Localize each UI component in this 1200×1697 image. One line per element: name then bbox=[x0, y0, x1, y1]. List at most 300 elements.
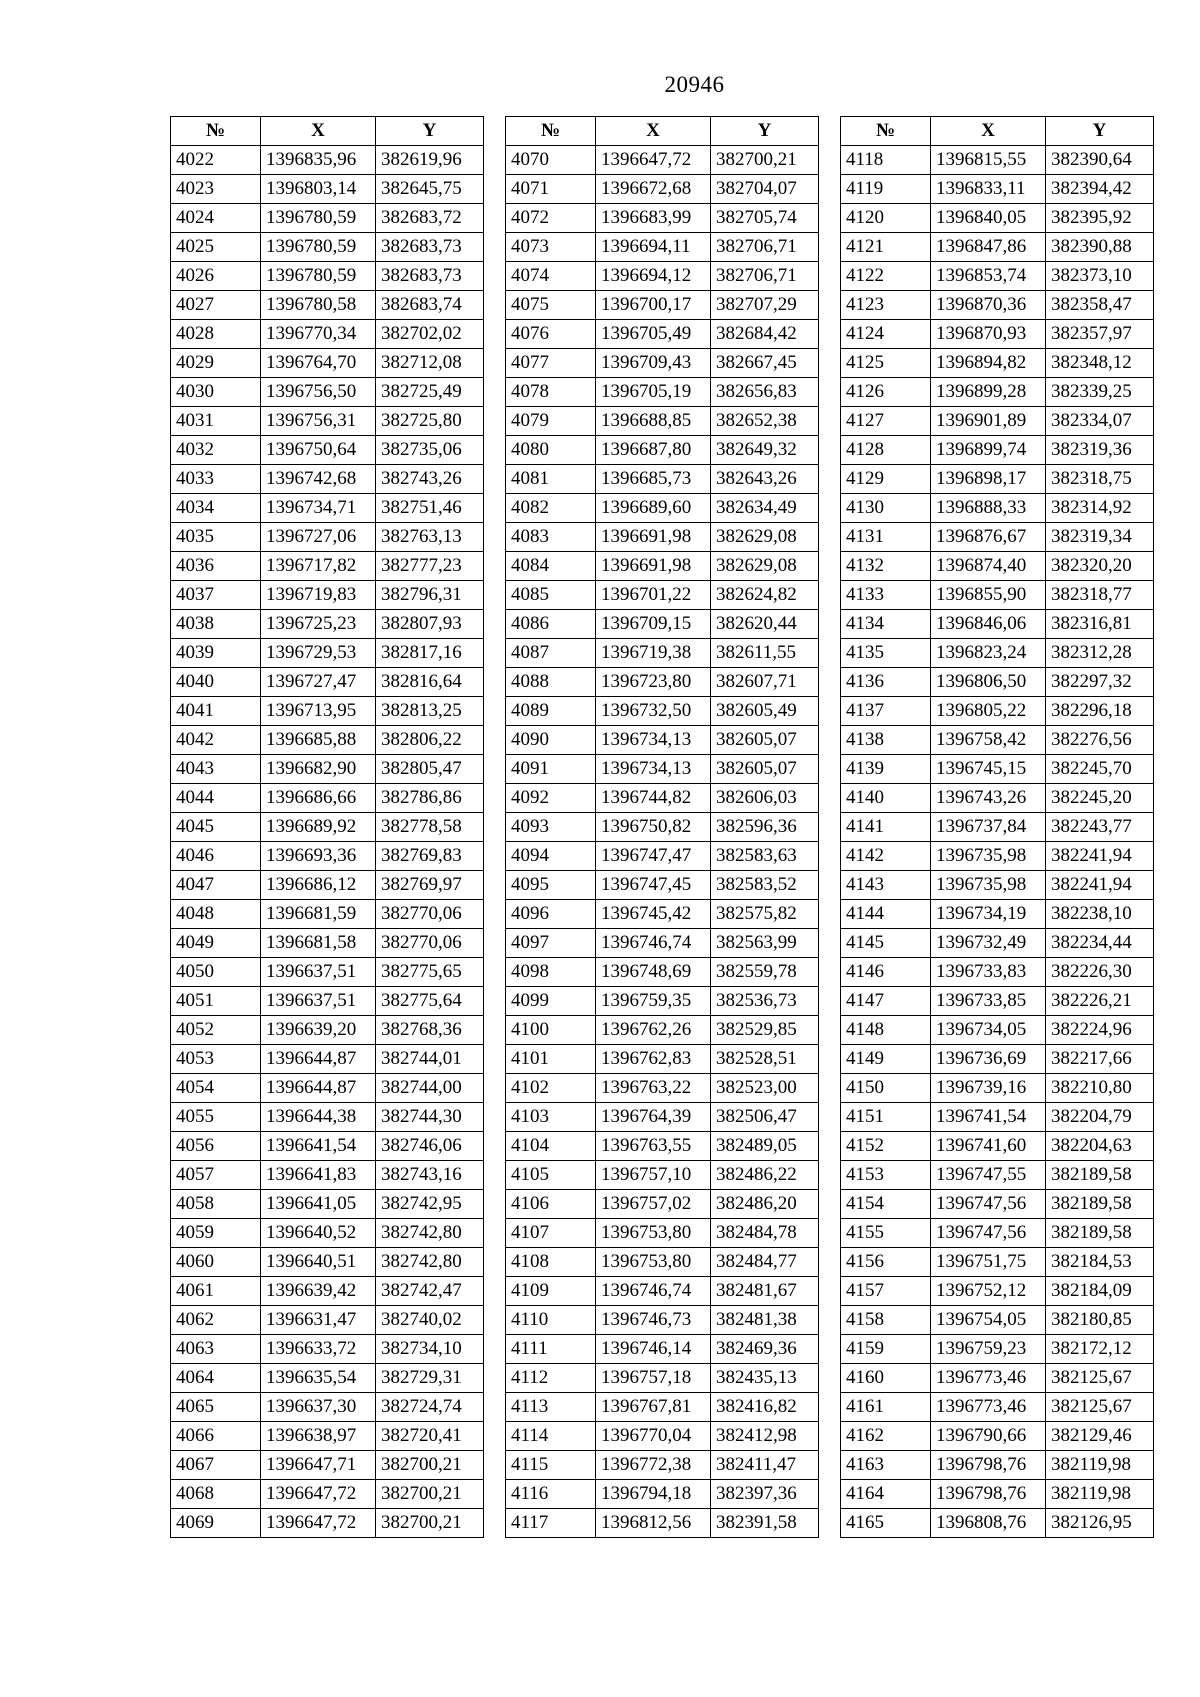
table-row bbox=[506, 1509, 819, 1538]
x-coordinate-cell: 1396870,36 bbox=[931, 291, 1046, 320]
table-row bbox=[841, 958, 1154, 987]
y-coordinate-cell: 382184,53 bbox=[1046, 1248, 1154, 1277]
point-number-cell: 4137 bbox=[841, 697, 931, 726]
y-coordinate-cell: 382204,63 bbox=[1046, 1132, 1154, 1161]
table-row bbox=[171, 668, 484, 697]
x-coordinate-cell: 1396756,50 bbox=[261, 378, 376, 407]
point-number-cell: 4121 bbox=[841, 233, 931, 262]
x-coordinate-cell: 1396754,05 bbox=[931, 1306, 1046, 1335]
x-coordinate-cell: 1396732,49 bbox=[931, 929, 1046, 958]
x-coordinate-cell: 1396705,19 bbox=[596, 378, 711, 407]
table-row bbox=[506, 523, 819, 552]
y-coordinate-cell: 382778,58 bbox=[376, 813, 484, 842]
x-coordinate-cell: 1396815,55 bbox=[931, 146, 1046, 175]
table-row bbox=[171, 958, 484, 987]
y-coordinate-cell: 382605,07 bbox=[711, 726, 819, 755]
table-row bbox=[841, 1132, 1154, 1161]
table-row bbox=[506, 378, 819, 407]
table-row bbox=[506, 610, 819, 639]
y-coordinate-cell: 382125,67 bbox=[1046, 1364, 1154, 1393]
x-coordinate-cell: 1396723,80 bbox=[596, 668, 711, 697]
point-number-cell: 4148 bbox=[841, 1016, 931, 1045]
table-row bbox=[171, 146, 484, 175]
point-number-cell: 4045 bbox=[171, 813, 261, 842]
x-coordinate-cell: 1396725,23 bbox=[261, 610, 376, 639]
point-number-cell: 4144 bbox=[841, 900, 931, 929]
y-coordinate-cell: 382805,47 bbox=[376, 755, 484, 784]
y-coordinate-cell: 382245,70 bbox=[1046, 755, 1154, 784]
point-number-cell: 4105 bbox=[506, 1161, 596, 1190]
x-coordinate-cell: 1396741,54 bbox=[931, 1103, 1046, 1132]
y-coordinate-cell: 382189,58 bbox=[1046, 1161, 1154, 1190]
y-coordinate-cell: 382742,80 bbox=[376, 1219, 484, 1248]
x-coordinate-cell: 1396685,88 bbox=[261, 726, 376, 755]
y-coordinate-cell: 382189,58 bbox=[1046, 1219, 1154, 1248]
x-coordinate-cell: 1396743,26 bbox=[931, 784, 1046, 813]
column-header-y: Y bbox=[1046, 117, 1154, 146]
y-coordinate-cell: 382796,31 bbox=[376, 581, 484, 610]
y-coordinate-cell: 382416,82 bbox=[711, 1393, 819, 1422]
point-number-cell: 4150 bbox=[841, 1074, 931, 1103]
y-coordinate-cell: 382751,46 bbox=[376, 494, 484, 523]
point-number-cell: 4026 bbox=[171, 262, 261, 291]
point-number-cell: 4065 bbox=[171, 1393, 261, 1422]
table-row bbox=[506, 639, 819, 668]
y-coordinate-cell: 382559,78 bbox=[711, 958, 819, 987]
y-coordinate-cell: 382226,21 bbox=[1046, 987, 1154, 1016]
y-coordinate-cell: 382683,73 bbox=[376, 262, 484, 291]
y-coordinate-cell: 382770,06 bbox=[376, 929, 484, 958]
point-number-cell: 4158 bbox=[841, 1306, 931, 1335]
table-row bbox=[506, 1132, 819, 1161]
table-row bbox=[506, 1103, 819, 1132]
point-number-cell: 4027 bbox=[171, 291, 261, 320]
point-number-cell: 4064 bbox=[171, 1364, 261, 1393]
x-coordinate-cell: 1396780,59 bbox=[261, 233, 376, 262]
point-number-cell: 4156 bbox=[841, 1248, 931, 1277]
y-coordinate-cell: 382700,21 bbox=[376, 1480, 484, 1509]
x-coordinate-cell: 1396746,73 bbox=[596, 1306, 711, 1335]
point-number-cell: 4126 bbox=[841, 378, 931, 407]
column-header-number: № bbox=[841, 117, 931, 146]
y-coordinate-cell: 382611,55 bbox=[711, 639, 819, 668]
y-coordinate-cell: 382746,06 bbox=[376, 1132, 484, 1161]
point-number-cell: 4041 bbox=[171, 697, 261, 726]
y-coordinate-cell: 382700,21 bbox=[711, 146, 819, 175]
y-coordinate-cell: 382725,49 bbox=[376, 378, 484, 407]
x-coordinate-cell: 1396732,50 bbox=[596, 697, 711, 726]
table-row bbox=[171, 987, 484, 1016]
table-row bbox=[841, 871, 1154, 900]
x-coordinate-cell: 1396747,56 bbox=[931, 1190, 1046, 1219]
table-row bbox=[506, 204, 819, 233]
table-row bbox=[841, 262, 1154, 291]
x-coordinate-cell: 1396840,05 bbox=[931, 204, 1046, 233]
point-number-cell: 4042 bbox=[171, 726, 261, 755]
y-coordinate-cell: 382319,34 bbox=[1046, 523, 1154, 552]
y-coordinate-cell: 382629,08 bbox=[711, 552, 819, 581]
y-coordinate-cell: 382605,07 bbox=[711, 755, 819, 784]
x-coordinate-cell: 1396757,10 bbox=[596, 1161, 711, 1190]
table-row bbox=[841, 436, 1154, 465]
y-coordinate-cell: 382683,73 bbox=[376, 233, 484, 262]
point-number-cell: 4023 bbox=[171, 175, 261, 204]
point-number-cell: 4080 bbox=[506, 436, 596, 465]
table-row bbox=[506, 407, 819, 436]
point-number-cell: 4068 bbox=[171, 1480, 261, 1509]
x-coordinate-cell: 1396694,11 bbox=[596, 233, 711, 262]
point-number-cell: 4101 bbox=[506, 1045, 596, 1074]
column-header-y: Y bbox=[376, 117, 484, 146]
x-coordinate-cell: 1396762,83 bbox=[596, 1045, 711, 1074]
table-row bbox=[841, 697, 1154, 726]
x-coordinate-cell: 1396772,38 bbox=[596, 1451, 711, 1480]
point-number-cell: 4058 bbox=[171, 1190, 261, 1219]
x-coordinate-cell: 1396644,87 bbox=[261, 1074, 376, 1103]
x-coordinate-cell: 1396686,66 bbox=[261, 784, 376, 813]
x-coordinate-cell: 1396641,05 bbox=[261, 1190, 376, 1219]
table-row bbox=[841, 1016, 1154, 1045]
table-row bbox=[506, 175, 819, 204]
point-number-cell: 4164 bbox=[841, 1480, 931, 1509]
y-coordinate-cell: 382210,80 bbox=[1046, 1074, 1154, 1103]
x-coordinate-cell: 1396764,70 bbox=[261, 349, 376, 378]
x-coordinate-cell: 1396833,11 bbox=[931, 175, 1046, 204]
y-coordinate-cell: 382126,95 bbox=[1046, 1509, 1154, 1538]
point-number-cell: 4116 bbox=[506, 1480, 596, 1509]
table-row bbox=[506, 436, 819, 465]
point-number-cell: 4093 bbox=[506, 813, 596, 842]
x-coordinate-cell: 1396806,50 bbox=[931, 668, 1046, 697]
point-number-cell: 4055 bbox=[171, 1103, 261, 1132]
y-coordinate-cell: 382735,06 bbox=[376, 436, 484, 465]
table-row bbox=[841, 784, 1154, 813]
x-coordinate-cell: 1396798,76 bbox=[931, 1451, 1046, 1480]
point-number-cell: 4067 bbox=[171, 1451, 261, 1480]
x-coordinate-cell: 1396767,81 bbox=[596, 1393, 711, 1422]
table-row bbox=[171, 1016, 484, 1045]
x-coordinate-cell: 1396635,54 bbox=[261, 1364, 376, 1393]
table-row bbox=[171, 320, 484, 349]
x-coordinate-cell: 1396750,82 bbox=[596, 813, 711, 842]
point-number-cell: 4135 bbox=[841, 639, 931, 668]
y-coordinate-cell: 382744,00 bbox=[376, 1074, 484, 1103]
y-coordinate-cell: 382645,75 bbox=[376, 175, 484, 204]
y-coordinate-cell: 382656,83 bbox=[711, 378, 819, 407]
table-row bbox=[171, 1509, 484, 1538]
table-row bbox=[171, 552, 484, 581]
table-row bbox=[841, 1480, 1154, 1509]
point-number-cell: 4087 bbox=[506, 639, 596, 668]
table-row bbox=[841, 1103, 1154, 1132]
table-row bbox=[171, 494, 484, 523]
x-coordinate-cell: 1396759,23 bbox=[931, 1335, 1046, 1364]
table-row bbox=[506, 929, 819, 958]
x-coordinate-cell: 1396681,58 bbox=[261, 929, 376, 958]
point-number-cell: 4032 bbox=[171, 436, 261, 465]
x-coordinate-cell: 1396748,69 bbox=[596, 958, 711, 987]
coordinate-table-2 bbox=[505, 116, 819, 1538]
y-coordinate-cell: 382319,36 bbox=[1046, 436, 1154, 465]
table-row bbox=[841, 581, 1154, 610]
x-coordinate-cell: 1396637,30 bbox=[261, 1393, 376, 1422]
table-row bbox=[171, 1190, 484, 1219]
point-number-cell: 4038 bbox=[171, 610, 261, 639]
point-number-cell: 4033 bbox=[171, 465, 261, 494]
table-row bbox=[841, 929, 1154, 958]
point-number-cell: 4046 bbox=[171, 842, 261, 871]
x-coordinate-cell: 1396737,84 bbox=[931, 813, 1046, 842]
x-coordinate-cell: 1396770,04 bbox=[596, 1422, 711, 1451]
table-row bbox=[506, 1045, 819, 1074]
point-number-cell: 4131 bbox=[841, 523, 931, 552]
y-coordinate-cell: 382619,96 bbox=[376, 146, 484, 175]
table-row bbox=[841, 349, 1154, 378]
x-coordinate-cell: 1396763,55 bbox=[596, 1132, 711, 1161]
x-coordinate-cell: 1396759,35 bbox=[596, 987, 711, 1016]
table-row bbox=[171, 262, 484, 291]
x-coordinate-cell: 1396899,74 bbox=[931, 436, 1046, 465]
point-number-cell: 4130 bbox=[841, 494, 931, 523]
y-coordinate-cell: 382563,99 bbox=[711, 929, 819, 958]
y-coordinate-cell: 382704,07 bbox=[711, 175, 819, 204]
table-row bbox=[841, 320, 1154, 349]
x-coordinate-cell: 1396899,28 bbox=[931, 378, 1046, 407]
x-coordinate-cell: 1396637,51 bbox=[261, 958, 376, 987]
x-coordinate-cell: 1396672,68 bbox=[596, 175, 711, 204]
table-row bbox=[841, 1074, 1154, 1103]
point-number-cell: 4029 bbox=[171, 349, 261, 378]
table-row bbox=[171, 581, 484, 610]
point-number-cell: 4028 bbox=[171, 320, 261, 349]
page-number: 20946 bbox=[664, 72, 725, 97]
column-header-x: X bbox=[596, 117, 711, 146]
x-coordinate-cell: 1396805,22 bbox=[931, 697, 1046, 726]
y-coordinate-cell: 382528,51 bbox=[711, 1045, 819, 1074]
point-number-cell: 4154 bbox=[841, 1190, 931, 1219]
table-row bbox=[506, 1393, 819, 1422]
y-coordinate-cell: 382729,31 bbox=[376, 1364, 484, 1393]
y-coordinate-cell: 382339,25 bbox=[1046, 378, 1154, 407]
table-row bbox=[506, 784, 819, 813]
point-number-cell: 4084 bbox=[506, 552, 596, 581]
y-coordinate-cell: 382484,77 bbox=[711, 1248, 819, 1277]
y-coordinate-cell: 382226,30 bbox=[1046, 958, 1154, 987]
y-coordinate-cell: 382744,01 bbox=[376, 1045, 484, 1074]
y-coordinate-cell: 382607,71 bbox=[711, 668, 819, 697]
y-coordinate-cell: 382624,82 bbox=[711, 581, 819, 610]
y-coordinate-cell: 382481,38 bbox=[711, 1306, 819, 1335]
x-coordinate-cell: 1396685,73 bbox=[596, 465, 711, 494]
point-number-cell: 4040 bbox=[171, 668, 261, 697]
y-coordinate-cell: 382536,73 bbox=[711, 987, 819, 1016]
table-row bbox=[506, 291, 819, 320]
y-coordinate-cell: 382276,56 bbox=[1046, 726, 1154, 755]
point-number-cell: 4036 bbox=[171, 552, 261, 581]
x-coordinate-cell: 1396745,15 bbox=[931, 755, 1046, 784]
y-coordinate-cell: 382720,41 bbox=[376, 1422, 484, 1451]
table-row bbox=[171, 697, 484, 726]
x-coordinate-cell: 1396727,47 bbox=[261, 668, 376, 697]
point-number-cell: 4077 bbox=[506, 349, 596, 378]
point-number-cell: 4096 bbox=[506, 900, 596, 929]
point-number-cell: 4161 bbox=[841, 1393, 931, 1422]
x-coordinate-cell: 1396701,22 bbox=[596, 581, 711, 610]
point-number-cell: 4095 bbox=[506, 871, 596, 900]
x-coordinate-cell: 1396733,85 bbox=[931, 987, 1046, 1016]
table-row bbox=[506, 1422, 819, 1451]
point-number-cell: 4111 bbox=[506, 1335, 596, 1364]
table-row bbox=[841, 1045, 1154, 1074]
y-coordinate-cell: 382575,82 bbox=[711, 900, 819, 929]
point-number-cell: 4134 bbox=[841, 610, 931, 639]
y-coordinate-cell: 382373,10 bbox=[1046, 262, 1154, 291]
point-number-cell: 4076 bbox=[506, 320, 596, 349]
table-row bbox=[506, 871, 819, 900]
point-number-cell: 4082 bbox=[506, 494, 596, 523]
table-row bbox=[506, 958, 819, 987]
point-number-cell: 4143 bbox=[841, 871, 931, 900]
point-number-cell: 4124 bbox=[841, 320, 931, 349]
x-coordinate-cell: 1396808,76 bbox=[931, 1509, 1046, 1538]
point-number-cell: 4118 bbox=[841, 146, 931, 175]
x-coordinate-cell: 1396717,82 bbox=[261, 552, 376, 581]
table-row bbox=[171, 1422, 484, 1451]
x-coordinate-cell: 1396735,98 bbox=[931, 871, 1046, 900]
y-coordinate-cell: 382634,49 bbox=[711, 494, 819, 523]
table-row bbox=[841, 552, 1154, 581]
point-number-cell: 4062 bbox=[171, 1306, 261, 1335]
table-row bbox=[506, 1277, 819, 1306]
x-coordinate-cell: 1396639,42 bbox=[261, 1277, 376, 1306]
table-row bbox=[171, 291, 484, 320]
column-header-y: Y bbox=[711, 117, 819, 146]
point-number-cell: 4083 bbox=[506, 523, 596, 552]
point-number-cell: 4119 bbox=[841, 175, 931, 204]
x-coordinate-cell: 1396750,64 bbox=[261, 436, 376, 465]
table-row bbox=[841, 407, 1154, 436]
x-coordinate-cell: 1396757,18 bbox=[596, 1364, 711, 1393]
x-coordinate-cell: 1396639,20 bbox=[261, 1016, 376, 1045]
y-coordinate-cell: 382318,75 bbox=[1046, 465, 1154, 494]
table-row bbox=[506, 668, 819, 697]
x-coordinate-cell: 1396647,72 bbox=[261, 1509, 376, 1538]
table-row bbox=[841, 1190, 1154, 1219]
x-coordinate-cell: 1396683,99 bbox=[596, 204, 711, 233]
table-row bbox=[841, 726, 1154, 755]
table-row bbox=[506, 1451, 819, 1480]
x-coordinate-cell: 1396734,71 bbox=[261, 494, 376, 523]
point-number-cell: 4043 bbox=[171, 755, 261, 784]
x-coordinate-cell: 1396762,26 bbox=[596, 1016, 711, 1045]
column-header-x: X bbox=[261, 117, 376, 146]
y-coordinate-cell: 382700,21 bbox=[376, 1509, 484, 1538]
x-coordinate-cell: 1396773,46 bbox=[931, 1393, 1046, 1422]
table-row bbox=[506, 987, 819, 1016]
y-coordinate-cell: 382744,30 bbox=[376, 1103, 484, 1132]
table-row bbox=[841, 639, 1154, 668]
table-row bbox=[171, 842, 484, 871]
table-row bbox=[171, 929, 484, 958]
table-row bbox=[841, 1219, 1154, 1248]
table-row bbox=[171, 755, 484, 784]
table-row bbox=[506, 842, 819, 871]
table-row bbox=[171, 1219, 484, 1248]
y-coordinate-cell: 382435,13 bbox=[711, 1364, 819, 1393]
y-coordinate-cell: 382297,32 bbox=[1046, 668, 1154, 697]
table-row bbox=[171, 465, 484, 494]
point-number-cell: 4149 bbox=[841, 1045, 931, 1074]
point-number-cell: 4098 bbox=[506, 958, 596, 987]
x-coordinate-cell: 1396770,34 bbox=[261, 320, 376, 349]
table-row bbox=[171, 1045, 484, 1074]
y-coordinate-cell: 382742,47 bbox=[376, 1277, 484, 1306]
point-number-cell: 4034 bbox=[171, 494, 261, 523]
point-number-cell: 4103 bbox=[506, 1103, 596, 1132]
x-coordinate-cell: 1396888,33 bbox=[931, 494, 1046, 523]
table-row bbox=[841, 610, 1154, 639]
column-header-x: X bbox=[931, 117, 1046, 146]
point-number-cell: 4113 bbox=[506, 1393, 596, 1422]
table-row bbox=[506, 697, 819, 726]
table-row bbox=[506, 900, 819, 929]
x-coordinate-cell: 1396747,56 bbox=[931, 1219, 1046, 1248]
point-number-cell: 4063 bbox=[171, 1335, 261, 1364]
y-coordinate-cell: 382700,21 bbox=[376, 1451, 484, 1480]
x-coordinate-cell: 1396764,39 bbox=[596, 1103, 711, 1132]
y-coordinate-cell: 382391,58 bbox=[711, 1509, 819, 1538]
x-coordinate-cell: 1396700,17 bbox=[596, 291, 711, 320]
point-number-cell: 4117 bbox=[506, 1509, 596, 1538]
y-coordinate-cell: 382529,85 bbox=[711, 1016, 819, 1045]
table-row bbox=[841, 900, 1154, 929]
x-coordinate-cell: 1396633,72 bbox=[261, 1335, 376, 1364]
table-row bbox=[506, 1335, 819, 1364]
x-coordinate-cell: 1396647,72 bbox=[261, 1480, 376, 1509]
point-number-cell: 4071 bbox=[506, 175, 596, 204]
table-row bbox=[841, 494, 1154, 523]
point-number-cell: 4047 bbox=[171, 871, 261, 900]
y-coordinate-cell: 382180,85 bbox=[1046, 1306, 1154, 1335]
table-row bbox=[841, 755, 1154, 784]
point-number-cell: 4072 bbox=[506, 204, 596, 233]
x-coordinate-cell: 1396898,17 bbox=[931, 465, 1046, 494]
point-number-cell: 4159 bbox=[841, 1335, 931, 1364]
table-row bbox=[171, 523, 484, 552]
table-row bbox=[171, 784, 484, 813]
x-coordinate-cell: 1396631,47 bbox=[261, 1306, 376, 1335]
table-row bbox=[841, 465, 1154, 494]
x-coordinate-cell: 1396758,42 bbox=[931, 726, 1046, 755]
table-header-row bbox=[841, 117, 1154, 146]
x-coordinate-cell: 1396812,56 bbox=[596, 1509, 711, 1538]
point-number-cell: 4129 bbox=[841, 465, 931, 494]
y-coordinate-cell: 382241,94 bbox=[1046, 871, 1154, 900]
point-number-cell: 4088 bbox=[506, 668, 596, 697]
y-coordinate-cell: 382390,88 bbox=[1046, 233, 1154, 262]
x-coordinate-cell: 1396751,75 bbox=[931, 1248, 1046, 1277]
table-row bbox=[506, 755, 819, 784]
table-row bbox=[506, 262, 819, 291]
x-coordinate-cell: 1396682,90 bbox=[261, 755, 376, 784]
point-number-cell: 4070 bbox=[506, 146, 596, 175]
point-number-cell: 4052 bbox=[171, 1016, 261, 1045]
y-coordinate-cell: 382769,97 bbox=[376, 871, 484, 900]
point-number-cell: 4091 bbox=[506, 755, 596, 784]
y-coordinate-cell: 382316,81 bbox=[1046, 610, 1154, 639]
y-coordinate-cell: 382320,20 bbox=[1046, 552, 1154, 581]
y-coordinate-cell: 382184,09 bbox=[1046, 1277, 1154, 1306]
